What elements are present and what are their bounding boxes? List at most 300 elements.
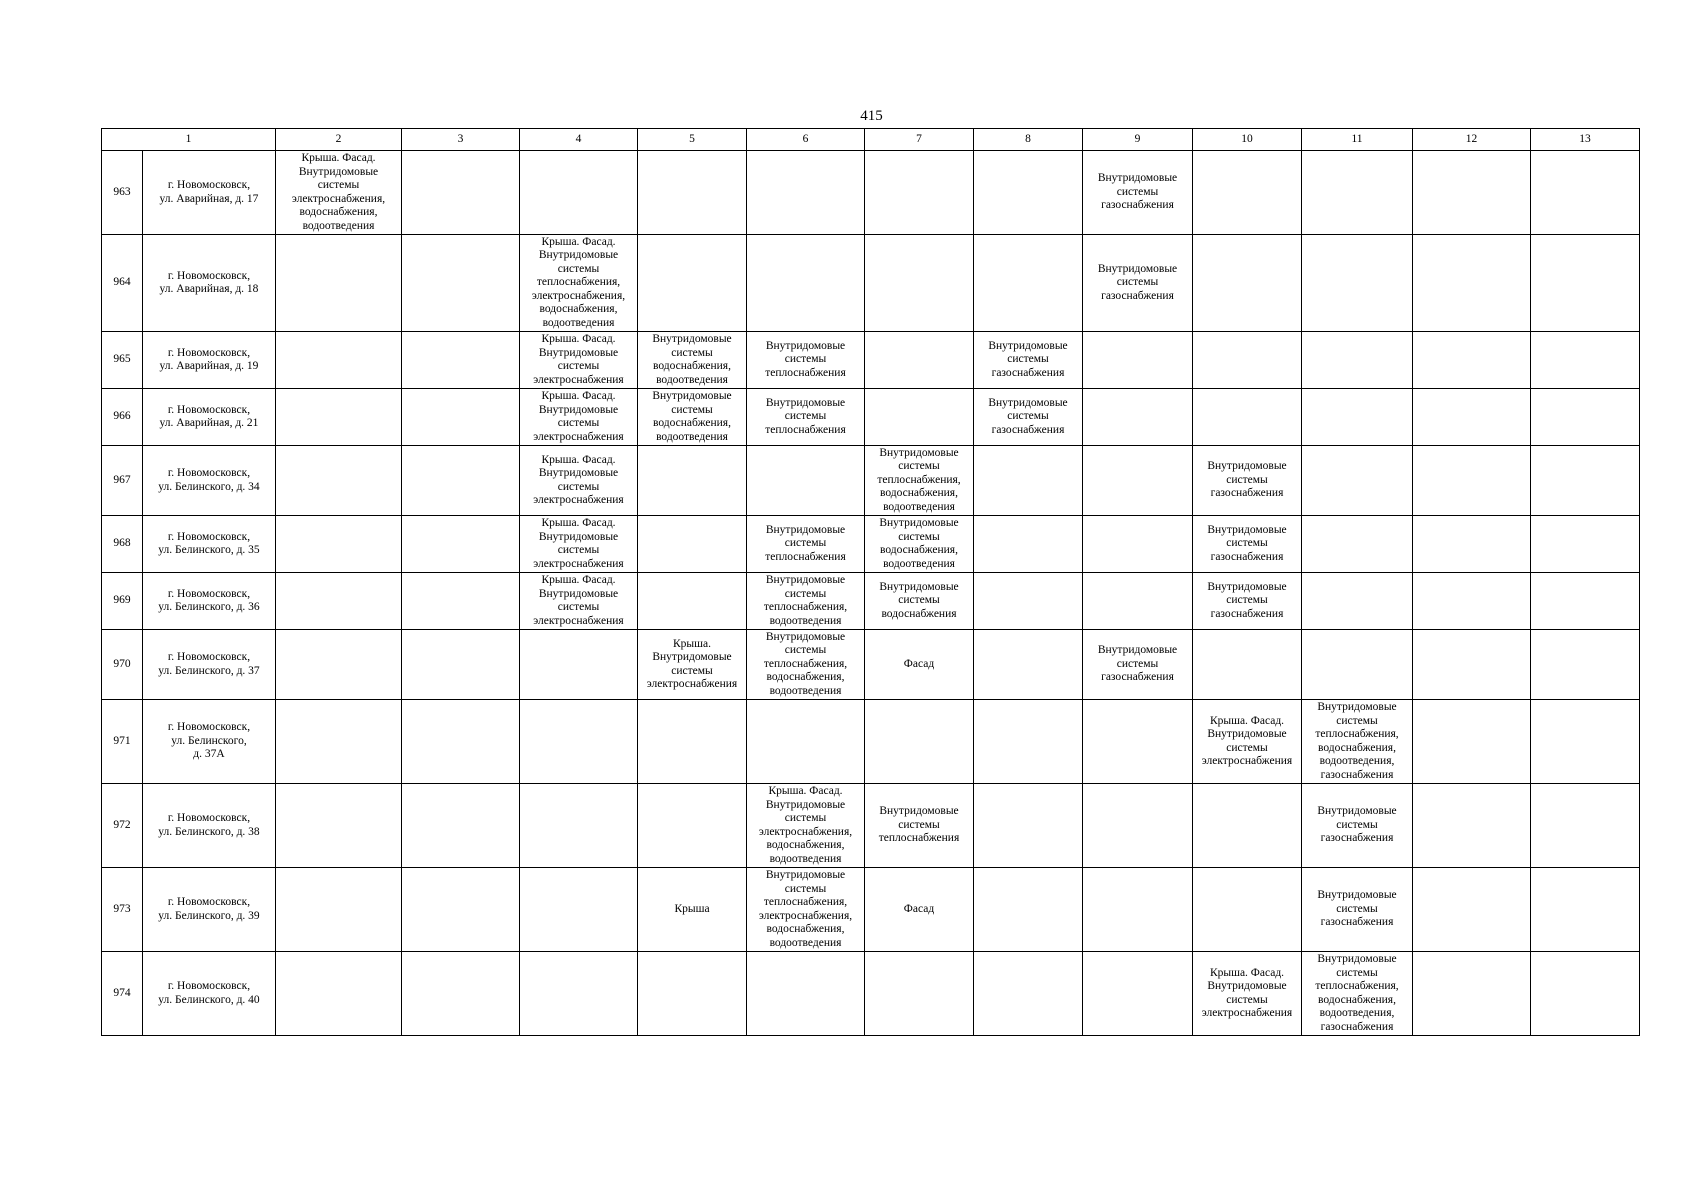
work-cell-col-3 bbox=[402, 868, 520, 952]
work-cell-col-4 bbox=[520, 573, 638, 630]
work-line: системы bbox=[557, 544, 600, 556]
work-cell-col-8 bbox=[974, 446, 1083, 516]
work-cell-col-3 bbox=[402, 446, 520, 516]
work-line: Внутридомовые bbox=[765, 574, 846, 586]
work-line: Внутридомовые bbox=[298, 165, 379, 178]
work-cell-col-13 bbox=[1531, 952, 1640, 1036]
work-cell-col-11 bbox=[1302, 868, 1413, 952]
work-cell-col-12 bbox=[1413, 389, 1531, 446]
work-line: водоснабжения, bbox=[1318, 741, 1396, 754]
work-line: теплоснабжения, bbox=[763, 601, 848, 613]
table-row bbox=[102, 151, 1640, 235]
address-cell bbox=[143, 389, 276, 446]
work-cell-col-2 bbox=[276, 151, 402, 235]
column-header-13: 13 bbox=[1531, 129, 1640, 151]
work-cell-col-10 bbox=[1193, 868, 1302, 952]
address-line: ул. Аварийная, д. 18 bbox=[159, 283, 259, 295]
work-cell-col-6 bbox=[747, 389, 865, 446]
row-number: 973 bbox=[102, 868, 143, 952]
work-cell-col-11 bbox=[1302, 389, 1413, 446]
row-number: 964 bbox=[102, 235, 143, 332]
work-line: водоотведения bbox=[883, 557, 955, 570]
work-line: системы bbox=[1336, 714, 1378, 727]
work-cell-col-10 bbox=[1193, 952, 1302, 1036]
work-cell-col-3 bbox=[402, 630, 520, 700]
work-line: системы bbox=[1007, 410, 1049, 423]
work-cell-col-3 bbox=[402, 516, 520, 573]
work-line: системы bbox=[898, 530, 940, 543]
address-line: г. Новомосковск, bbox=[167, 269, 251, 282]
work-line: системы bbox=[557, 360, 600, 372]
work-cell-col-6 bbox=[747, 952, 865, 1036]
work-cell-col-3 bbox=[402, 389, 520, 446]
work-line: Внутридомовые bbox=[1207, 580, 1287, 593]
work-line: теплоснабжения bbox=[878, 832, 960, 845]
work-line: газоснабжения bbox=[991, 366, 1065, 379]
work-line: Крыша. Фасад. bbox=[541, 574, 616, 586]
work-cell-col-7 bbox=[865, 952, 974, 1036]
address-line: ул. Аварийная, д. 21 bbox=[159, 417, 259, 429]
work-cell-col-10 bbox=[1193, 235, 1302, 332]
work-cell-col-2 bbox=[276, 868, 402, 952]
work-cell-col-4 bbox=[520, 151, 638, 235]
work-cell-col-11 bbox=[1302, 516, 1413, 573]
work-line: водоотведения bbox=[302, 219, 375, 232]
row-number: 963 bbox=[102, 151, 143, 235]
work-cell-col-10 bbox=[1193, 573, 1302, 630]
column-header-8: 8 bbox=[974, 129, 1083, 151]
work-cell-col-2 bbox=[276, 332, 402, 389]
column-header-9: 9 bbox=[1083, 129, 1193, 151]
work-cell-col-3 bbox=[402, 784, 520, 868]
work-cell-col-8 bbox=[974, 573, 1083, 630]
work-cell-col-10 bbox=[1193, 630, 1302, 700]
work-cell-col-13 bbox=[1531, 784, 1640, 868]
row-number: 972 bbox=[102, 784, 143, 868]
work-line: Крыша. Фасад. bbox=[541, 333, 616, 345]
column-header-11: 11 bbox=[1302, 129, 1413, 151]
work-cell-col-9 bbox=[1083, 573, 1193, 630]
work-cell-col-5 bbox=[638, 952, 747, 1036]
work-cell-col-2 bbox=[276, 516, 402, 573]
work-line: электроснабжения bbox=[533, 494, 624, 506]
work-cell-col-4 bbox=[520, 868, 638, 952]
work-line: теплоснабжения, bbox=[763, 896, 848, 908]
work-line: электроснабжения bbox=[1201, 755, 1293, 767]
work-line: системы bbox=[784, 537, 827, 550]
work-cell-col-3 bbox=[402, 700, 520, 784]
work-line: Внутридомовые bbox=[988, 396, 1068, 409]
address-line: г. Новомосковск, bbox=[167, 651, 251, 663]
work-line: системы bbox=[671, 664, 713, 677]
address-cell bbox=[143, 446, 276, 516]
work-line: Внутридомовые bbox=[765, 523, 846, 536]
work-line: электроснабжения, bbox=[531, 289, 626, 302]
work-line: Внутридомовые bbox=[1097, 262, 1178, 275]
work-line: системы bbox=[557, 417, 600, 429]
work-cell-col-7 bbox=[865, 868, 974, 952]
work-cell-col-9 bbox=[1083, 700, 1193, 784]
work-line: водоснабжения, bbox=[653, 417, 731, 429]
work-cell-col-10 bbox=[1193, 700, 1302, 784]
work-line: системы bbox=[557, 262, 600, 275]
work-cell-col-4 bbox=[520, 630, 638, 700]
address-line: г. Новомосковск, bbox=[167, 403, 251, 416]
work-line: Крыша bbox=[674, 902, 710, 915]
work-line: водоотведения bbox=[656, 373, 728, 386]
work-cell-col-9 bbox=[1083, 952, 1193, 1036]
work-cell-col-8 bbox=[974, 630, 1083, 700]
work-line: системы bbox=[784, 644, 827, 657]
work-line: Крыша. Фасад. bbox=[1209, 966, 1285, 979]
work-line: Внутридомовые bbox=[1317, 805, 1397, 818]
work-cell-col-5 bbox=[638, 332, 747, 389]
work-cell-col-2 bbox=[276, 389, 402, 446]
work-cell-col-10 bbox=[1193, 389, 1302, 446]
table-row bbox=[102, 516, 1640, 573]
work-line: водоотведения, bbox=[1319, 1007, 1395, 1019]
work-cell-col-9 bbox=[1083, 630, 1193, 700]
work-cell-col-13 bbox=[1531, 630, 1640, 700]
work-cell-col-6 bbox=[747, 446, 865, 516]
work-cell-col-12 bbox=[1413, 784, 1531, 868]
work-line: Внутридомовые bbox=[1317, 889, 1397, 902]
work-cell-col-11 bbox=[1302, 151, 1413, 235]
address-line: ул. Аварийная, д. 19 bbox=[159, 360, 259, 372]
work-cell-col-3 bbox=[402, 235, 520, 332]
row-number: 971 bbox=[102, 700, 143, 784]
work-cell-col-5 bbox=[638, 235, 747, 332]
address-line: г. Новомосковск, bbox=[167, 346, 251, 359]
work-cell-col-5 bbox=[638, 573, 747, 630]
work-line: Внутридомовые bbox=[1317, 953, 1397, 965]
work-cell-col-3 bbox=[402, 151, 520, 235]
column-number-row bbox=[102, 129, 1640, 151]
work-line: Внутридомовые bbox=[988, 339, 1068, 352]
work-line: системы bbox=[1226, 537, 1268, 550]
table-row bbox=[102, 389, 1640, 446]
work-cell-col-6 bbox=[747, 573, 865, 630]
address-line: г. Новомосковск, bbox=[167, 530, 251, 543]
work-cell-col-5 bbox=[638, 630, 747, 700]
work-line: электроснабжения, bbox=[291, 192, 386, 205]
work-line: газоснабжения bbox=[1101, 199, 1174, 212]
work-cell-col-7 bbox=[865, 784, 974, 868]
work-line: Внутридомовые bbox=[1207, 523, 1287, 536]
work-cell-col-12 bbox=[1413, 332, 1531, 389]
work-line: системы bbox=[317, 179, 360, 191]
work-cell-col-12 bbox=[1413, 516, 1531, 573]
work-cell-col-9 bbox=[1083, 332, 1193, 389]
row-number: 966 bbox=[102, 389, 143, 446]
column-header-4: 4 bbox=[520, 129, 638, 151]
work-line: газоснабжения bbox=[1210, 607, 1284, 620]
work-line: Фасад bbox=[903, 657, 935, 670]
work-cell-col-7 bbox=[865, 389, 974, 446]
work-cell-col-11 bbox=[1302, 332, 1413, 389]
work-cell-col-10 bbox=[1193, 332, 1302, 389]
work-cell-col-9 bbox=[1083, 151, 1193, 235]
work-line: теплоснабжения, bbox=[536, 276, 621, 289]
work-line: теплоснабжения, bbox=[877, 473, 961, 486]
work-cell-col-13 bbox=[1531, 868, 1640, 952]
work-line: Внутридомовые bbox=[765, 630, 846, 643]
work-cell-col-11 bbox=[1302, 952, 1413, 1036]
work-line: системы bbox=[784, 812, 827, 824]
work-cell-col-11 bbox=[1302, 630, 1413, 700]
work-line: Внутридомовые bbox=[652, 390, 732, 402]
work-line: Внутридомовые bbox=[538, 530, 619, 543]
work-cell-col-7 bbox=[865, 151, 974, 235]
work-line: системы bbox=[784, 587, 827, 600]
work-cell-col-10 bbox=[1193, 446, 1302, 516]
work-line: газоснабжения bbox=[1101, 671, 1174, 684]
work-line: водоотведения bbox=[542, 316, 615, 329]
address-cell bbox=[143, 784, 276, 868]
work-cell-col-5 bbox=[638, 446, 747, 516]
work-line: водоотведения bbox=[883, 500, 955, 513]
work-cell-col-4 bbox=[520, 952, 638, 1036]
work-line: системы bbox=[1007, 353, 1049, 366]
address-line: г. Новомосковск, bbox=[167, 721, 251, 734]
work-line: системы bbox=[898, 818, 940, 831]
work-cell-col-4 bbox=[520, 235, 638, 332]
address-line: д. 37А bbox=[193, 748, 225, 761]
work-cell-col-7 bbox=[865, 446, 974, 516]
work-line: Внутридомовые bbox=[1207, 980, 1287, 992]
work-line: Крыша. Фасад. bbox=[768, 785, 843, 797]
table-row bbox=[102, 868, 1640, 952]
work-cell-col-8 bbox=[974, 868, 1083, 952]
work-line: теплоснабжения, bbox=[1315, 728, 1399, 740]
work-cell-col-8 bbox=[974, 952, 1083, 1036]
work-cell-col-2 bbox=[276, 700, 402, 784]
address-cell bbox=[143, 868, 276, 952]
column-header-2: 2 bbox=[276, 129, 402, 151]
work-line: газоснабжения bbox=[1320, 832, 1394, 845]
column-header-5: 5 bbox=[638, 129, 747, 151]
work-line: теплоснабжения, bbox=[1315, 980, 1399, 992]
address-line: г. Новомосковск, bbox=[167, 896, 251, 908]
work-cell-col-13 bbox=[1531, 516, 1640, 573]
work-line: Внутридомовые bbox=[879, 580, 959, 593]
work-line: электроснабжения, bbox=[758, 825, 853, 838]
work-cell-col-13 bbox=[1531, 700, 1640, 784]
work-line: Крыша. Фасад. bbox=[301, 152, 376, 164]
work-cell-col-12 bbox=[1413, 952, 1531, 1036]
work-cell-col-6 bbox=[747, 700, 865, 784]
work-line: водоотведения bbox=[769, 614, 842, 627]
repair-schedule-table bbox=[101, 128, 1640, 1036]
address-line: г. Новомосковск, bbox=[167, 980, 251, 992]
work-cell-col-2 bbox=[276, 235, 402, 332]
work-cell-col-4 bbox=[520, 784, 638, 868]
work-line: системы bbox=[1226, 741, 1268, 754]
work-cell-col-7 bbox=[865, 235, 974, 332]
work-cell-col-2 bbox=[276, 573, 402, 630]
work-cell-col-13 bbox=[1531, 446, 1640, 516]
address-line: г. Новомосковск, bbox=[167, 812, 251, 824]
address-line: г. Новомосковск, bbox=[167, 587, 251, 600]
work-cell-col-13 bbox=[1531, 235, 1640, 332]
work-line: Внутридомовые bbox=[765, 869, 846, 881]
work-line: водоотведения bbox=[656, 430, 728, 443]
work-line: Крыша. bbox=[673, 637, 711, 650]
work-line: системы bbox=[898, 460, 940, 473]
work-line: водоснабжения, bbox=[766, 671, 845, 684]
row-number: 965 bbox=[102, 332, 143, 389]
work-line: системы bbox=[784, 353, 827, 366]
work-cell-col-2 bbox=[276, 630, 402, 700]
work-line: Внутридомовые bbox=[765, 396, 846, 409]
work-cell-col-8 bbox=[974, 332, 1083, 389]
work-cell-col-13 bbox=[1531, 151, 1640, 235]
work-line: водоотведения bbox=[769, 936, 842, 949]
work-cell-col-9 bbox=[1083, 446, 1193, 516]
work-cell-col-9 bbox=[1083, 784, 1193, 868]
work-line: водоснабжения, bbox=[299, 206, 378, 218]
work-cell-col-13 bbox=[1531, 573, 1640, 630]
work-line: электроснабжения bbox=[533, 373, 624, 386]
work-line: системы bbox=[1336, 966, 1378, 979]
work-cell-col-12 bbox=[1413, 235, 1531, 332]
work-line: Внутридомовые bbox=[765, 798, 846, 811]
column-header-1: 1 bbox=[102, 129, 276, 151]
row-number: 970 bbox=[102, 630, 143, 700]
work-cell-col-10 bbox=[1193, 151, 1302, 235]
work-line: системы bbox=[1226, 473, 1268, 486]
work-cell-col-7 bbox=[865, 573, 974, 630]
work-cell-col-9 bbox=[1083, 516, 1193, 573]
work-line: системы bbox=[898, 594, 940, 607]
work-cell-col-11 bbox=[1302, 446, 1413, 516]
address-cell bbox=[143, 332, 276, 389]
address-cell bbox=[143, 235, 276, 332]
work-cell-col-8 bbox=[974, 151, 1083, 235]
work-cell-col-5 bbox=[638, 868, 747, 952]
work-cell-col-2 bbox=[276, 446, 402, 516]
work-line: газоснабжения bbox=[1210, 550, 1284, 563]
work-cell-col-9 bbox=[1083, 389, 1193, 446]
column-header-6: 6 bbox=[747, 129, 865, 151]
work-cell-col-6 bbox=[747, 516, 865, 573]
work-line: электроснабжения bbox=[533, 614, 624, 627]
column-header-7: 7 bbox=[865, 129, 974, 151]
work-cell-col-8 bbox=[974, 700, 1083, 784]
work-cell-col-4 bbox=[520, 700, 638, 784]
work-line: газоснабжения bbox=[1320, 1020, 1394, 1033]
work-cell-col-5 bbox=[638, 784, 747, 868]
work-cell-col-13 bbox=[1531, 389, 1640, 446]
work-cell-col-6 bbox=[747, 235, 865, 332]
table-body bbox=[102, 151, 1640, 1036]
work-line: Внутридомовые bbox=[1097, 172, 1178, 185]
row-number: 974 bbox=[102, 952, 143, 1036]
address-cell bbox=[143, 516, 276, 573]
work-line: системы bbox=[784, 410, 827, 423]
work-line: газоснабжения bbox=[1320, 916, 1394, 929]
address-cell bbox=[143, 151, 276, 235]
work-line: системы bbox=[671, 346, 713, 359]
work-cell-col-2 bbox=[276, 952, 402, 1036]
work-line: системы bbox=[557, 480, 600, 493]
work-line: теплоснабжения bbox=[765, 423, 846, 436]
work-cell-col-11 bbox=[1302, 573, 1413, 630]
column-header-3: 3 bbox=[402, 129, 520, 151]
work-cell-col-4 bbox=[520, 389, 638, 446]
work-cell-col-6 bbox=[747, 332, 865, 389]
work-line: Внутридомовые bbox=[1207, 728, 1287, 740]
work-line: Внутридомовые bbox=[538, 467, 619, 479]
row-number: 967 bbox=[102, 446, 143, 516]
work-cell-col-10 bbox=[1193, 516, 1302, 573]
work-cell-col-11 bbox=[1302, 784, 1413, 868]
work-cell-col-8 bbox=[974, 389, 1083, 446]
work-line: водоснабжения bbox=[881, 607, 957, 620]
address-line: ул. Белинского, д. 36 bbox=[158, 601, 260, 613]
work-line: системы bbox=[671, 403, 713, 416]
work-line: Внутридомовые bbox=[879, 517, 959, 529]
work-line: Внутридомовые bbox=[765, 339, 846, 352]
work-line: газоснабжения bbox=[1320, 768, 1394, 781]
work-line: теплоснабжения bbox=[765, 366, 846, 379]
work-line: системы bbox=[1116, 276, 1159, 289]
work-line: водоснабжения, bbox=[766, 839, 845, 851]
work-cell-col-5 bbox=[638, 700, 747, 784]
work-line: системы bbox=[1226, 993, 1268, 1006]
work-cell-col-12 bbox=[1413, 573, 1531, 630]
work-cell-col-4 bbox=[520, 446, 638, 516]
work-cell-col-12 bbox=[1413, 868, 1531, 952]
work-line: водоотведения bbox=[769, 852, 842, 865]
work-line: электроснабжения bbox=[1201, 1007, 1293, 1019]
work-cell-col-3 bbox=[402, 332, 520, 389]
address-line: г. Новомосковск, bbox=[167, 179, 251, 191]
work-cell-col-7 bbox=[865, 630, 974, 700]
work-line: Крыша. Фасад. bbox=[541, 390, 616, 402]
work-cell-col-4 bbox=[520, 516, 638, 573]
work-cell-col-9 bbox=[1083, 235, 1193, 332]
address-line: ул. Белинского, д. 34 bbox=[158, 480, 260, 493]
work-line: Фасад bbox=[903, 902, 935, 915]
address-line: ул. Аварийная, д. 17 bbox=[159, 192, 259, 205]
page-number: 415 bbox=[860, 108, 883, 124]
work-line: теплоснабжения bbox=[765, 550, 846, 563]
work-line: Внутридомовые bbox=[538, 587, 619, 600]
address-line: ул. Белинского, д. 35 bbox=[158, 544, 260, 556]
row-number: 969 bbox=[102, 573, 143, 630]
work-cell-col-7 bbox=[865, 332, 974, 389]
work-line: Крыша. Фасад. bbox=[541, 517, 616, 529]
work-line: Внутридомовые bbox=[1097, 644, 1178, 657]
address-line: ул. Белинского, bbox=[171, 734, 247, 747]
work-line: Внутридомовые bbox=[1207, 460, 1287, 473]
address-cell bbox=[143, 700, 276, 784]
work-cell-col-6 bbox=[747, 868, 865, 952]
work-line: Внутридомовые bbox=[879, 805, 959, 818]
work-cell-col-7 bbox=[865, 516, 974, 573]
address-cell bbox=[143, 573, 276, 630]
work-cell-col-8 bbox=[974, 235, 1083, 332]
address-line: ул. Белинского, д. 37 bbox=[158, 664, 260, 677]
work-line: водоснабжения, bbox=[880, 487, 958, 500]
address-line: г. Новомосковск, bbox=[167, 467, 251, 479]
work-line: водоснабжения, bbox=[1318, 993, 1396, 1006]
work-cell-col-6 bbox=[747, 784, 865, 868]
work-line: системы bbox=[1116, 185, 1159, 198]
work-line: системы bbox=[557, 601, 600, 613]
work-cell-col-5 bbox=[638, 389, 747, 446]
